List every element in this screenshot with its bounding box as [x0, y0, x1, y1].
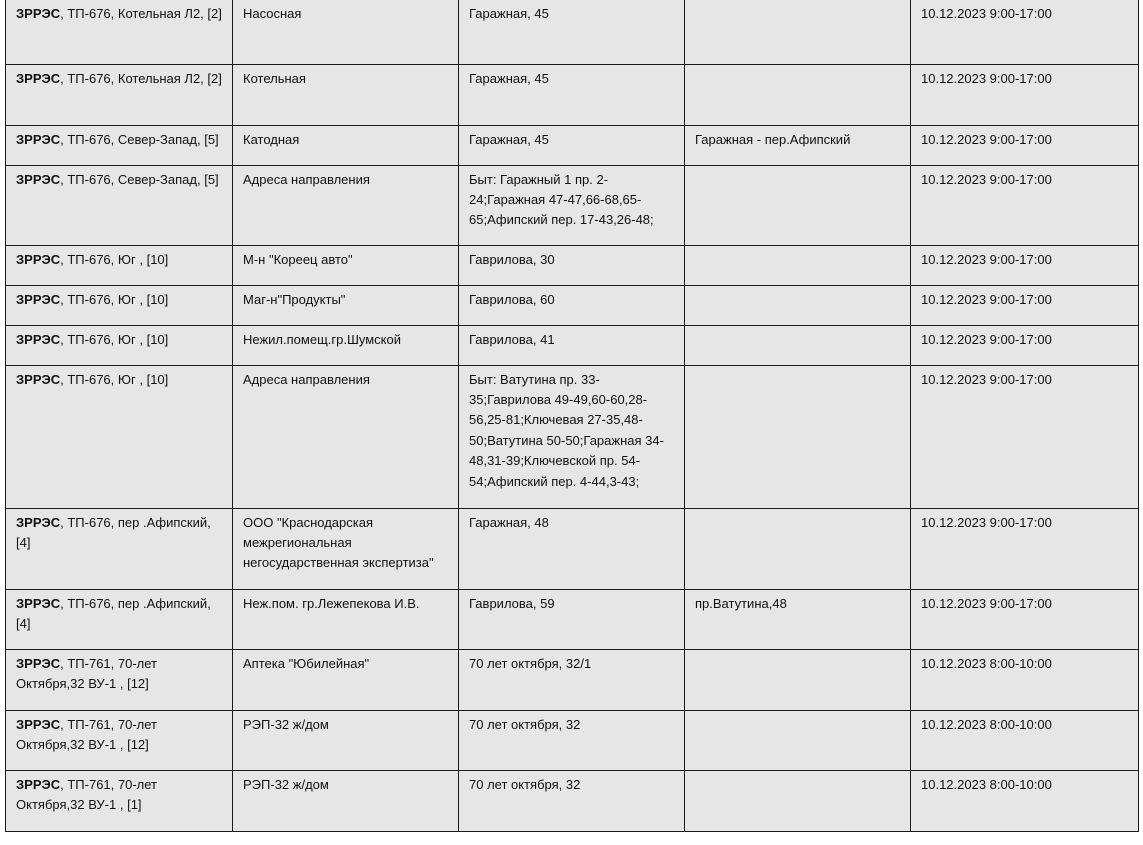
org-name: ЗРРЭС — [16, 70, 61, 86]
consumer-cell: РЭП-32 ж/дом — [233, 710, 459, 770]
line-cell — [6, 64, 233, 125]
consumer-cell: Котельная — [233, 64, 459, 125]
table-row — [6, 64, 1139, 125]
time-cell: 10.12.2023 9:00-17:00 — [911, 165, 1139, 245]
line-text: , ТП-676, Юг , [10] — [60, 371, 169, 387]
street-cell — [685, 365, 911, 508]
outage-table-sheet — [5, 0, 1138, 832]
line-text: , ТП-676, Север-Запад, [5] — [60, 171, 219, 187]
time-cell: 10.12.2023 8:00-10:00 — [911, 710, 1139, 770]
line-text: , ТП-761, 70-лет Октября,32 ВУ-1 , [1] — [16, 776, 158, 812]
time-cell: 10.12.2023 9:00-17:00 — [911, 64, 1139, 125]
line-text: , ТП-761, 70-лет Октября,32 ВУ-1 , [12] — [16, 716, 158, 752]
line-text: , ТП-676, пер .Афипский, [4] — [16, 595, 211, 631]
line-cell — [6, 649, 233, 710]
line-cell — [6, 365, 233, 508]
address-cell: 70 лет октября, 32/1 — [459, 649, 685, 710]
line-cell — [6, 285, 233, 325]
org-name: ЗРРЭС — [16, 371, 61, 387]
line-text: , ТП-761, 70-лет Октября,32 ВУ-1 , [12] — [16, 655, 158, 691]
line-text: , ТП-676, Юг , [10] — [60, 331, 169, 347]
line-cell — [6, 325, 233, 365]
table-row — [6, 710, 1139, 770]
time-cell: 10.12.2023 9:00-17:00 — [911, 245, 1139, 285]
time-cell: 10.12.2023 9:00-17:00 — [911, 325, 1139, 365]
address-cell: Гаражная, 45 — [459, 125, 685, 165]
street-cell — [685, 245, 911, 285]
table-row — [6, 125, 1139, 165]
time-cell: 10.12.2023 9:00-17:00 — [911, 285, 1139, 325]
org-name: ЗРРЭС — [16, 514, 61, 530]
consumer-cell: Катодная — [233, 125, 459, 165]
street-cell — [685, 0, 911, 64]
table-row — [6, 245, 1139, 285]
line-text: , ТП-676, пер .Афипский, [4] — [16, 514, 211, 550]
address-cell: Гаврилова, 60 — [459, 285, 685, 325]
outage-table — [5, 0, 1139, 832]
org-name: ЗРРЭС — [16, 171, 61, 187]
consumer-cell: ООО "Краснодарская межрегиональная негосударственная экспертиза" — [233, 508, 459, 589]
line-cell — [6, 125, 233, 165]
address-cell: 70 лет октября, 32 — [459, 710, 685, 770]
line-text: , ТП-676, Юг , [10] — [60, 291, 169, 307]
street-cell — [685, 64, 911, 125]
org-name: ЗРРЭС — [16, 655, 61, 671]
consumer-cell: Нежил.помещ.гр.Шумской — [233, 325, 459, 365]
street-cell — [685, 649, 911, 710]
line-text: , ТП-676, Север-Запад, [5] — [60, 131, 219, 147]
consumer-cell: Адреса направления — [233, 365, 459, 508]
street-cell — [685, 770, 911, 831]
table-row — [6, 165, 1139, 245]
street-cell — [685, 710, 911, 770]
table-row — [6, 770, 1139, 831]
time-cell: 10.12.2023 9:00-17:00 — [911, 125, 1139, 165]
time-cell: 10.12.2023 8:00-10:00 — [911, 770, 1139, 831]
street-cell — [685, 508, 911, 589]
consumer-cell: Аптека "Юбилейная" — [233, 649, 459, 710]
address-cell: Быт: Ватутина пр. 33-35;Гаврилова 49-49,60-60,28-56,25-81;Ключевая 27-35,48-50;Ватутина 50-50;Гаражная 34-48,31-39;Ключевской пр. 54-54;Афипский пер. 4-44,3-43; — [459, 365, 685, 508]
street-cell: пр.Ватутина,48 — [685, 589, 911, 649]
street-cell — [685, 285, 911, 325]
street-cell — [685, 325, 911, 365]
org-name: ЗРРЭС — [16, 595, 61, 611]
address-cell: Гаражная, 45 — [459, 64, 685, 125]
line-text: , ТП-676, Юг , [10] — [60, 251, 169, 267]
time-cell: 10.12.2023 9:00-17:00 — [911, 589, 1139, 649]
address-cell: Гаврилова, 59 — [459, 589, 685, 649]
time-cell: 10.12.2023 8:00-10:00 — [911, 649, 1139, 710]
line-cell — [6, 770, 233, 831]
address-cell: Гаражная, 45 — [459, 0, 685, 64]
consumer-cell: Маг-н"Продукты" — [233, 285, 459, 325]
line-cell — [6, 0, 233, 64]
line-text: , ТП-676, Котельная Л2, [2] — [60, 6, 222, 21]
address-cell: Гаврилова, 30 — [459, 245, 685, 285]
street-cell — [685, 165, 911, 245]
time-cell: 10.12.2023 9:00-17:00 — [911, 508, 1139, 589]
table-row — [6, 649, 1139, 710]
line-cell — [6, 508, 233, 589]
address-cell: Гаврилова, 41 — [459, 325, 685, 365]
line-cell — [6, 589, 233, 649]
line-cell — [6, 245, 233, 285]
org-name: ЗРРЭС — [16, 131, 61, 147]
org-name: ЗРРЭС — [16, 291, 61, 307]
table-row — [6, 365, 1139, 508]
time-cell: 10.12.2023 9:00-17:00 — [911, 0, 1139, 64]
table-row — [6, 285, 1139, 325]
street-cell: Гаражная - пер.Афипский — [685, 125, 911, 165]
consumer-cell: Адреса направления — [233, 165, 459, 245]
table-row — [6, 0, 1139, 64]
consumer-cell: РЭП-32 ж/дом — [233, 770, 459, 831]
org-name: ЗРРЭС — [16, 251, 61, 267]
line-cell — [6, 710, 233, 770]
time-cell: 10.12.2023 9:00-17:00 — [911, 365, 1139, 508]
table-row — [6, 508, 1139, 589]
consumer-cell: М-н "Кореец авто" — [233, 245, 459, 285]
org-name: ЗРРЭС — [16, 776, 61, 792]
org-name: ЗРРЭС — [16, 6, 61, 21]
address-cell: Быт: Гаражный 1 пр. 2-24;Гаражная 47-47,66-68,65-65;Афипский пер. 17-43,26-48; — [459, 165, 685, 245]
consumer-cell: Неж.пом. гр.Лежепекова И.В. — [233, 589, 459, 649]
table-row — [6, 589, 1139, 649]
org-name: ЗРРЭС — [16, 716, 61, 732]
org-name: ЗРРЭС — [16, 331, 61, 347]
address-cell: Гаражная, 48 — [459, 508, 685, 589]
address-cell: 70 лет октября, 32 — [459, 770, 685, 831]
table-row — [6, 325, 1139, 365]
consumer-cell: Насосная — [233, 0, 459, 64]
line-text: , ТП-676, Котельная Л2, [2] — [60, 70, 222, 86]
line-cell — [6, 165, 233, 245]
